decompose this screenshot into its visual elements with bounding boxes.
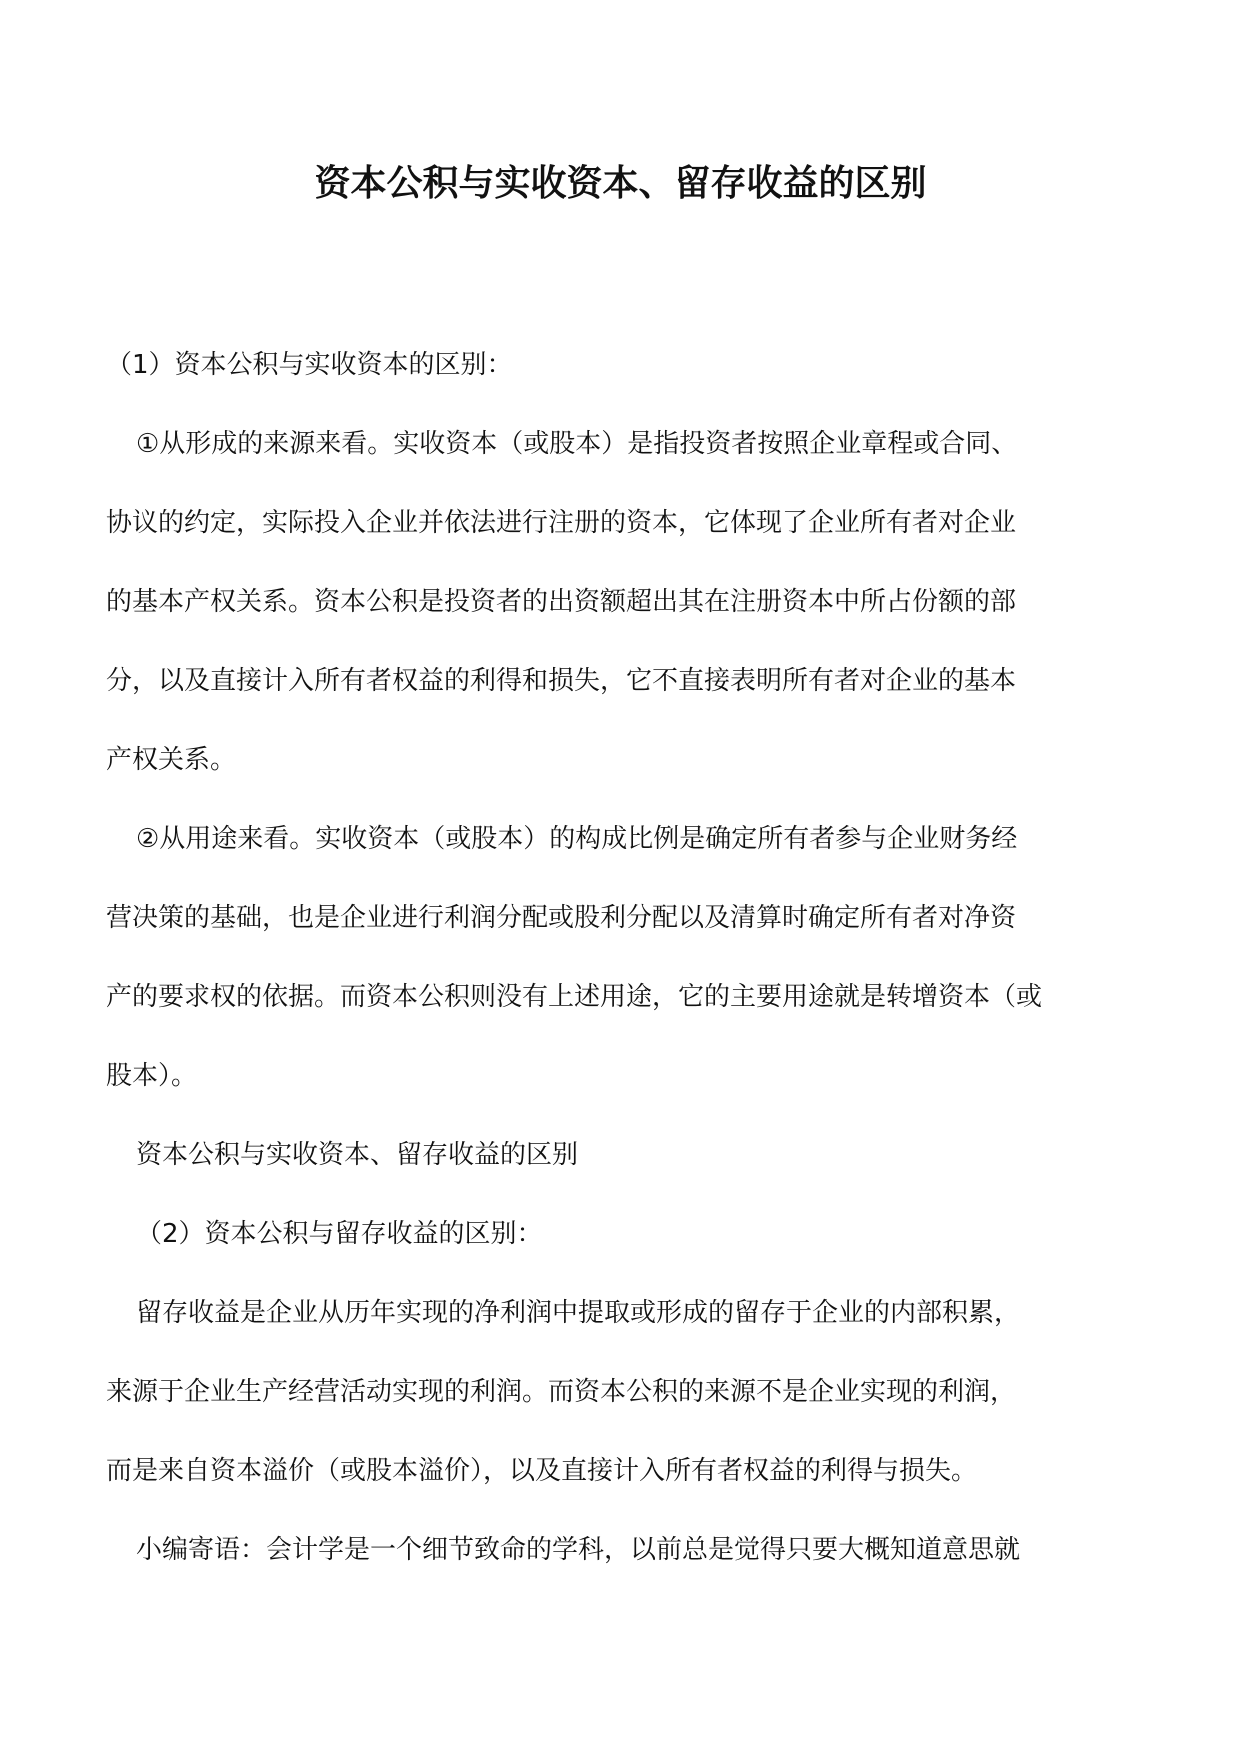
repeated-title-line: 资本公积与实收资本、留存收益的区别 bbox=[136, 1140, 579, 1170]
paragraph-line: 来源于企业生产经营活动实现的利润。而资本公积的来源不是企业实现的利润， bbox=[106, 1377, 1017, 1407]
paragraph-line: 产的要求权的依据。而资本公积则没有上述用途，它的主要用途就是转增资本（或 bbox=[106, 982, 1043, 1012]
paragraph-line: 协议的约定，实际投入企业并依法进行注册的资本，它体现了企业所有者对企业 bbox=[106, 508, 1017, 538]
paragraph-line: 分，以及直接计入所有者权益的利得和损失，它不直接表明所有者对企业的基本 bbox=[106, 666, 1017, 696]
paragraph-line: 产权关系。 bbox=[106, 745, 237, 775]
section-heading-1: （1）资本公积与实收资本的区别： bbox=[106, 350, 513, 380]
paragraph-line: 小编寄语：会计学是一个细节致命的学科，以前总是觉得只要大概知道意思就 bbox=[136, 1535, 1021, 1565]
paragraph-line: 的基本产权关系。资本公积是投资者的出资额超出其在注册资本中所占份额的部 bbox=[106, 587, 1017, 617]
section-heading-2: （2）资本公积与留存收益的区别： bbox=[136, 1219, 543, 1249]
paragraph-line: 而是来自资本溢价（或股本溢价），以及直接计入所有者权益的利得与损失。 bbox=[106, 1456, 978, 1486]
paragraph-line: ①从形成的来源来看。实收资本（或股本）是指投资者按照企业章程或合同、 bbox=[136, 429, 1018, 459]
paragraph-line: ②从用途来看。实收资本（或股本）的构成比例是确定所有者参与企业财务经 bbox=[136, 824, 1018, 854]
document-title: 资本公积与实收资本、留存收益的区别 bbox=[314, 162, 927, 204]
paragraph-line: 股本）。 bbox=[106, 1061, 198, 1091]
paragraph-line: 留存收益是企业从历年实现的净利润中提取或形成的留存于企业的内部积累， bbox=[136, 1298, 1021, 1328]
paragraph-line: 营决策的基础，也是企业进行利润分配或股利分配以及清算时确定所有者对净资 bbox=[106, 903, 1017, 933]
